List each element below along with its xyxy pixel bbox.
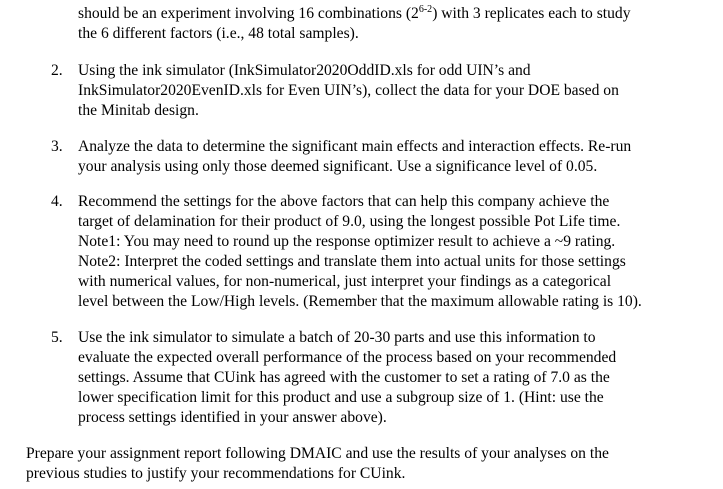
- intro-paragraph: [78, 4, 718, 44]
- list-number: 2.: [51, 62, 63, 79]
- list-item-text: Analyze the data to determine the significant main effects and interaction effects. Re-run your analysis using only those deemed significant. Use a significance level of 0.05.: [78, 138, 632, 175]
- list-number: 4.: [51, 193, 63, 210]
- closing-paragraph: Prepare your assignment report following DMAIC and use the results of your analyses on the previous studies to justify your recommendations for CUink.: [26, 445, 609, 482]
- exponent: 6-2: [418, 4, 433, 15]
- intro-line-2: the 6 different factors (i.e., 48 total samples).: [78, 25, 359, 42]
- list-number: 3.: [51, 138, 63, 155]
- list-item-text: Using the ink simulator (InkSimulator2020OddID.xls for odd UIN’s and InkSimulator2020EvenID.xls for Even UIN’s), collect the data for your DOE based on the Minitab design.: [78, 62, 619, 119]
- intro-line-1: should be an experiment involving 16 combinations (2$^{6-2}$) with 3 replicates each to study: [78, 4, 631, 22]
- list-item-text: Recommend the settings for the above factors that can help this company achieve the target of delamination for their product of 9.0, using the longest possible Pot Life time. Note1: You may need to round up the response optimizer result to achieve a ~9 rating. Note2: Interpret the coded settings and translate them into actual units for those settings with numerical values, for non-numerical, just interpret your findings as a categorical level between the Low/High levels. (Remember that the maximum allowable rating is 10).: [78, 193, 642, 310]
- list-item-text: Use the ink simulator to simulate a batch of 20-30 parts and use this information to evaluate the expected overall performance of the process based on your recommended settings. Assume that CUink has agreed with the customer to set a rating of 7.0 as the lower specification limit for this product and use a subgroup size of 1. (Hint: use the process settings identified in your answer above).: [78, 329, 617, 426]
- list-number: 5.: [51, 329, 63, 346]
